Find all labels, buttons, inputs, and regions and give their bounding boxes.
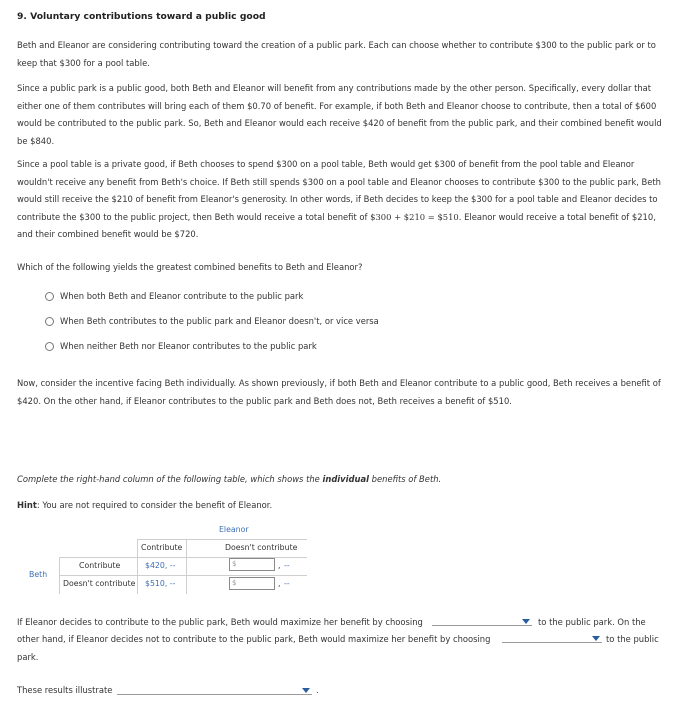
chevron-down-icon — [302, 688, 310, 693]
column-player-label: Eleanor — [219, 525, 249, 534]
table-divider — [59, 575, 307, 576]
hint-label: Hint — [17, 500, 37, 510]
public-good-paragraph: Since a public park is a public good, both Beth and Eleanor will benefit from any contributions made by the other person. Specifically, every dollar that either one of them contributes will bring each of them $0.70 of benefit. For example, if both Beth and Eleanor choose to contribute, then a total of $600 would be contributed to the public park. So, Beth and Eleanor would each receive $420 of benefit from the public park, and their combined benefit would be $840. — [17, 83, 662, 146]
conclusion-text-4: to the public — [606, 634, 659, 644]
hint-text: : You are not required to consider the benefit of Eleanor. — [36, 500, 273, 510]
instruction-pre: Complete the right-hand column of the following table, which shows the — [17, 474, 323, 484]
comma: , — [278, 561, 281, 570]
option-both-contribute[interactable] — [45, 291, 303, 301]
radio-button[interactable] — [45, 342, 54, 351]
eleanor-payoff-placeholder: -- — [284, 561, 290, 570]
conclusion-text-5: park. — [17, 652, 39, 662]
payoff-input-contribute[interactable]: $ — [229, 558, 275, 571]
option-neither-contributes[interactable] — [45, 341, 317, 351]
option-label: When neither Beth nor Eleanor contributes to the public park — [60, 341, 317, 351]
results-text: These results illustrate — [17, 685, 113, 695]
col-header-contribute: Contribute — [141, 543, 183, 552]
conclusion-text-2: to the public park. On the — [538, 617, 646, 627]
comma: , — [278, 579, 281, 588]
col-header-doesnt-contribute: Doesn't contribute — [225, 543, 298, 552]
dropdown-eleanor-contributes[interactable] — [432, 616, 532, 626]
p3-text-a: Since a pool table is a private good, if Beth chooses to spend $300 on a pool table, Beth would get $300 of benefit from the pool table and Eleanor wouldn't receive any benefit from Beth's choice. If Beth still spends $300 on a pool table and Eleanor chooses to contribute $300 to the public park, Beth would still receive the $210 of benefit from Eleanor's generosity. In other words, if Beth decides to keep the $300 for a pool table and Eleanor decides to contribute the $300 to the public project, then Beth would receive a total benefit of — [17, 159, 661, 222]
instruction-post: benefits of Beth. — [369, 474, 442, 484]
table-divider — [186, 539, 187, 594]
intro-paragraph: Beth and Eleanor are considering contributing toward the creation of a public park. Each can choose whether to contribute $300 to the public park or to keep that $300 for a pool table. — [17, 40, 656, 68]
table-instruction — [17, 474, 441, 484]
table-divider — [137, 539, 307, 540]
option-label: When both Beth and Eleanor contribute to the public park — [60, 291, 304, 301]
radio-button[interactable] — [45, 317, 54, 326]
page-title: 9. Voluntary contributions toward a public good — [17, 11, 266, 22]
payoff-doesnt-contribute-contribute: $510, -- — [145, 579, 176, 588]
p3-math: $300 + $210 = $510 — [370, 211, 459, 222]
question-text: Which of the following yields the greatest combined benefits to Beth and Eleanor? — [17, 262, 363, 272]
results-period: . — [316, 685, 319, 695]
private-good-paragraph — [17, 156, 665, 244]
payoff-input-doesnt-contribute[interactable]: $ — [229, 577, 275, 590]
conclusion-text-3: other hand, if Eleanor decides not to contribute to the public park, Beth would maximize her benefit by choosing — [17, 634, 491, 644]
chevron-down-icon — [592, 636, 600, 641]
instruction-bold: individual — [322, 474, 369, 484]
hint — [17, 500, 272, 510]
row-header-contribute: Contribute — [79, 561, 121, 570]
eleanor-payoff-placeholder: -- — [284, 579, 290, 588]
row-header-doesnt-contribute: Doesn't contribute — [63, 579, 136, 588]
dropdown-eleanor-doesnt-contribute[interactable] — [502, 633, 602, 643]
option-label: When Beth contributes to the public park and Eleanor doesn't, or vice versa — [60, 316, 379, 326]
radio-button[interactable] — [45, 292, 54, 301]
chevron-down-icon — [522, 619, 530, 624]
table-divider — [137, 539, 138, 594]
option-one-contributes[interactable] — [45, 316, 379, 326]
incentive-paragraph: Now, consider the incentive facing Beth individually. As shown previously, if both Beth and Eleanor contribute to a public good, Beth receives a benefit of $420. On the other hand, if Eleanor contributes to the public park and Beth does not, Beth receives a benefit of $510. — [17, 378, 661, 406]
dropdown-results[interactable] — [117, 685, 312, 695]
conclusion-text-1: If Eleanor decides to contribute to the public park, Beth would maximize her benefit by choosing — [17, 617, 423, 627]
row-player-label: Beth — [29, 570, 48, 579]
payoff-contribute-contribute: $420, -- — [145, 561, 176, 570]
p3-text-b: . Eleanor would receive a total benefit of $210, and their combined benefit would be $720. — [17, 211, 656, 239]
